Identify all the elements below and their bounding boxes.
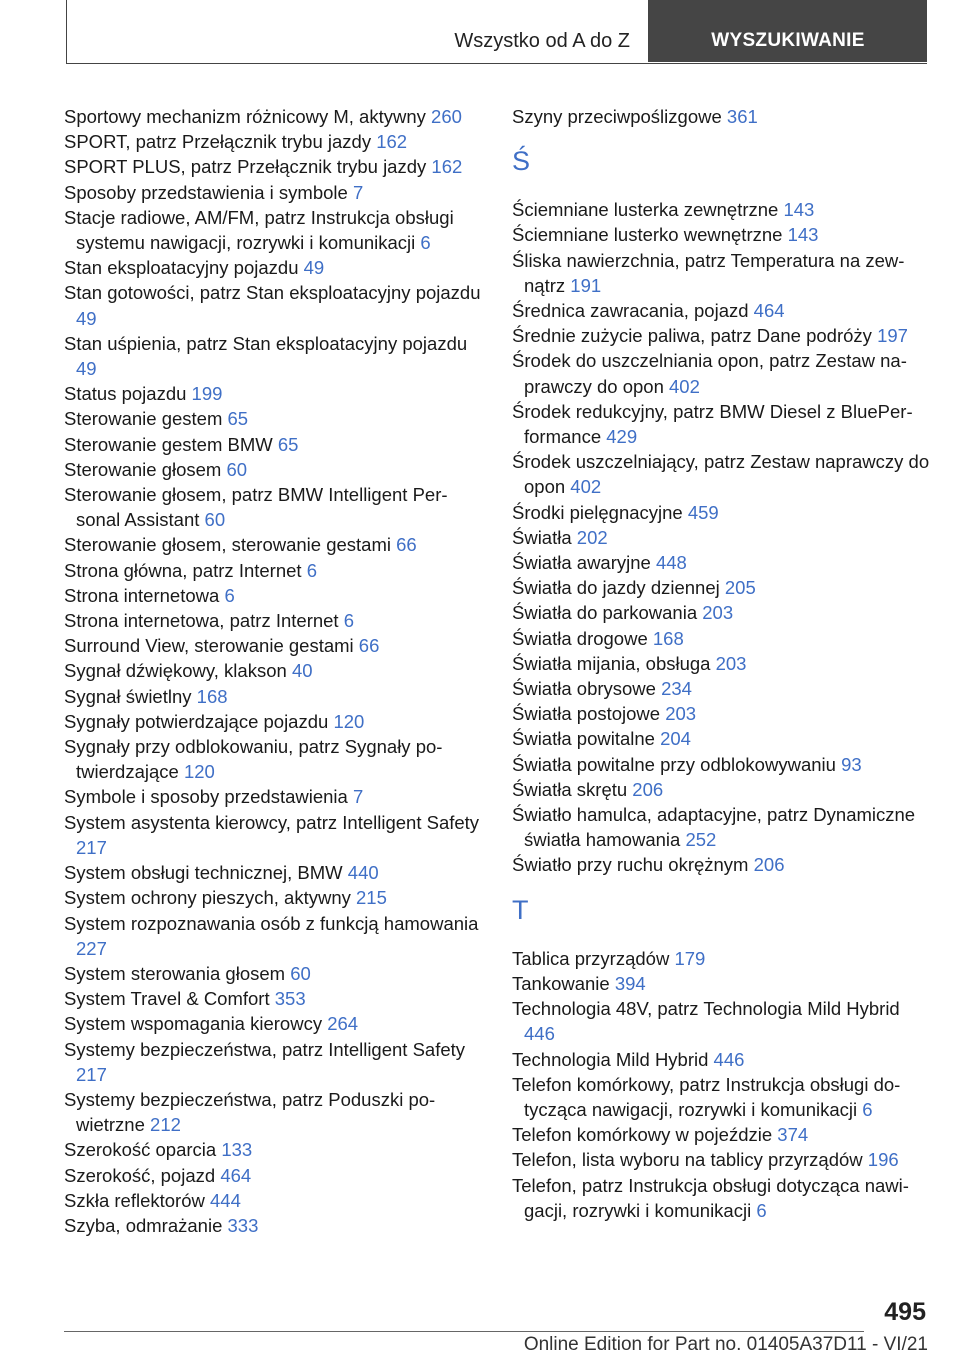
page-reference-link[interactable]: 65 <box>227 408 249 430</box>
index-entry-term: System Travel & Comfort <box>64 988 270 1010</box>
page-reference-link[interactable]: 143 <box>783 199 815 221</box>
index-entry <box>512 348 930 398</box>
page-reference-link[interactable]: 429 <box>606 426 638 448</box>
index-entry <box>512 525 930 550</box>
index-entry <box>512 971 930 996</box>
index-entry-term: Stan eksploatacyjny pojazdu <box>64 257 299 279</box>
page-reference-link[interactable]: 6 <box>306 559 317 581</box>
index-entry-term: Światła obrysowe <box>512 678 656 700</box>
index-entry <box>512 676 930 701</box>
index-entry-term: Stan gotowości, patrz Stan eksploatacyjny pojazdu <box>64 282 481 304</box>
index-entry <box>64 154 482 179</box>
index-entry-term: Światło przy ruchu okrężnym <box>512 854 749 876</box>
index-entry-term: Środek uszczelniający, patrz Zestaw naprawczy do opon <box>512 451 930 498</box>
page-reference-link[interactable]: 6 <box>420 232 431 254</box>
index-entry-term: Światła powitalne <box>512 728 655 750</box>
index-entry <box>64 608 482 633</box>
index-entry-term: Strona internetowa <box>64 584 220 606</box>
page-reference-link[interactable]: 196 <box>867 1149 899 1171</box>
index-entry-term: Telefon komórkowy w pojeździe <box>512 1124 773 1146</box>
index-entry <box>64 1137 482 1162</box>
index-entry <box>64 1163 482 1188</box>
index-entry <box>512 298 930 323</box>
index-entry <box>512 626 930 651</box>
page-reference-link[interactable]: 162 <box>376 131 408 153</box>
page-reference-link[interactable]: 212 <box>150 1114 181 1136</box>
index-entry <box>64 331 482 381</box>
index-entry <box>512 1072 930 1122</box>
index-entry <box>512 1047 930 1072</box>
index-entry <box>64 1037 482 1087</box>
index-entry-term: System obsługi technicznej, BMW <box>64 862 343 884</box>
index-entry <box>64 129 482 154</box>
index-entry-term: Szerokość, pojazd <box>64 1164 216 1186</box>
index-entry <box>64 961 482 986</box>
index-entry-term: Sterowanie głosem, sterowanie gestami <box>64 534 391 556</box>
page-reference-link[interactable]: 440 <box>347 862 379 884</box>
index-entry <box>512 222 930 247</box>
index-entry-term: Status pojazdu <box>64 383 187 405</box>
page-reference-link[interactable]: 333 <box>227 1214 259 1236</box>
page-reference-link[interactable]: 448 <box>655 552 687 574</box>
index-entry-term: Symbole i sposoby przedstawienia <box>64 786 348 808</box>
index-entry <box>64 1213 482 1238</box>
index-entry <box>64 784 482 809</box>
page-reference-link[interactable]: 168 <box>196 685 228 707</box>
page-reference-link[interactable]: 120 <box>333 710 365 732</box>
index-entry <box>64 280 482 330</box>
index-entry <box>512 600 930 625</box>
page-reference-link[interactable]: 49 <box>76 307 97 329</box>
index-entry-term: Telefon, lista wyboru na tablicy przyrządów <box>512 1149 863 1171</box>
page-reference-link[interactable]: 234 <box>661 678 692 700</box>
footer-divider <box>64 1331 864 1332</box>
page-reference-link[interactable]: 264 <box>327 1013 359 1035</box>
page-reference-link[interactable]: 65 <box>277 433 299 455</box>
page-reference-link[interactable]: 120 <box>183 761 215 783</box>
index-entry-term: Strona główna, patrz Internet <box>64 559 302 581</box>
index-entry <box>512 449 930 499</box>
index-entry-term: Systemy bezpieczeństwa, patrz Poduszki powietrzne <box>64 1088 436 1136</box>
page-reference-link[interactable]: 162 <box>431 156 463 178</box>
index-entry-term: System asystenta kierowcy, patrz Intelligent Safety <box>64 811 480 833</box>
page-reference-link[interactable]: 459 <box>687 501 719 523</box>
index-entry <box>64 558 482 583</box>
index-entry <box>64 734 482 784</box>
index-entry-term: Stan uśpienia, patrz Stan eksploatacyjny pojazdu <box>64 332 468 354</box>
index-entry-term: Środek do uszczelniania opon, patrz Zestaw naprawczy do opon <box>512 350 907 397</box>
index-column-left <box>64 104 482 1238</box>
index-column-right <box>512 104 930 1223</box>
page-reference-link[interactable]: 66 <box>358 635 380 657</box>
index-entry-term: Średnie zużycie paliwa, patrz Dane podróży <box>512 325 872 347</box>
index-entry <box>512 726 930 751</box>
tab-search[interactable]: WYSZUKIWANIE <box>649 0 927 62</box>
page-reference-link[interactable]: 199 <box>191 383 223 405</box>
page-reference-link[interactable]: 402 <box>570 476 602 498</box>
index-entry-term: System wspomagania kierowcy <box>64 1013 323 1035</box>
index-entry <box>64 709 482 734</box>
index-entry-term: Stacje radiowe, AM/FM, patrz Instrukcja obsługi systemu nawigacji, rozrywki i komunikacji <box>64 206 454 254</box>
section-letter-s-acute: Ś <box>512 146 531 177</box>
index-entry-term: Światło hamulca, adaptacyjne, patrz Dynamiczne światła hamowania <box>512 804 916 851</box>
page-reference-link[interactable]: 60 <box>226 458 248 480</box>
page-reference-link[interactable]: 464 <box>220 1164 252 1186</box>
index-entry-term: Sygnały przy odblokowaniu, patrz Sygnały potwierdzające <box>64 736 443 783</box>
index-entry-term: Sygnały potwierdzające pojazdu <box>64 710 329 732</box>
page-reference-link[interactable]: 6 <box>224 584 235 606</box>
page-reference-link[interactable]: 205 <box>724 577 756 599</box>
index-entry-term: Śliska nawierzchnia, patrz Temperatura na zewnątrz <box>512 249 905 296</box>
index-entry-term: Światła postojowe <box>512 703 661 725</box>
index-entry <box>64 1011 482 1036</box>
index-entry-term: Szkła reflektorów <box>64 1189 205 1211</box>
index-entry-term: Tankowanie <box>512 972 610 994</box>
page-reference-link[interactable]: 7 <box>352 786 364 808</box>
index-entry-term: System rozpoznawania osób z funkcją hamowania <box>64 912 479 934</box>
index-entry-term: Strona internetowa, patrz Internet <box>64 610 339 632</box>
page-reference-link[interactable]: 444 <box>210 1189 241 1211</box>
index-entry-term: Sygnał dźwiękowy, klakson <box>64 660 287 682</box>
index-entry <box>64 482 482 532</box>
index-entry <box>64 180 482 205</box>
index-entry <box>512 996 930 1046</box>
page-reference-link[interactable]: 202 <box>576 526 608 548</box>
index-entry <box>512 500 930 525</box>
index-entry <box>64 457 482 482</box>
index-entry <box>64 885 482 910</box>
index-entry-term: Sterowanie głosem, patrz BMW Intelligent Personal Assistant <box>64 484 448 531</box>
index-entry-term: Światła mijania, obsługa <box>512 652 711 674</box>
page-reference-link[interactable]: 191 <box>570 274 602 296</box>
page-reference-link[interactable]: 6 <box>756 1199 767 1221</box>
index-entry-term: Światła <box>512 526 572 548</box>
page-reference-link[interactable]: 143 <box>787 224 819 246</box>
index-entry-term: Światła awaryjne <box>512 552 651 574</box>
page-reference-link[interactable]: 446 <box>713 1048 745 1070</box>
page-reference-link[interactable]: 197 <box>877 325 908 347</box>
index-entry <box>64 860 482 885</box>
page-reference-link[interactable]: 361 <box>726 106 758 127</box>
index-entry-term: Sportowy mechanizm różnicowy M, aktywny <box>64 106 426 127</box>
page-reference-link[interactable]: 133 <box>221 1139 253 1161</box>
index-entry <box>64 1188 482 1213</box>
page-reference-link[interactable]: 464 <box>753 300 785 322</box>
index-entry-term: Szyba, odmrażanie <box>64 1214 223 1236</box>
page-reference-link[interactable]: 206 <box>632 778 664 800</box>
index-entry-term: Światła do jazdy dziennej <box>512 577 720 599</box>
index-entry <box>512 701 930 726</box>
index-entry <box>512 777 930 802</box>
index-entry <box>64 810 482 860</box>
page-reference-link[interactable]: 204 <box>660 728 691 750</box>
index-entry <box>512 1173 930 1223</box>
index-entry <box>64 406 482 431</box>
index-entry-term: System ochrony pieszych, aktywny <box>64 887 351 909</box>
page-reference-link[interactable]: 446 <box>524 1023 555 1045</box>
page-reference-link[interactable]: 227 <box>76 937 107 959</box>
page-reference-link[interactable]: 215 <box>356 887 387 909</box>
index-entry-term: SPORT PLUS, patrz Przełącznik trybu jazdy <box>64 156 427 178</box>
index-entry <box>64 684 482 709</box>
index-entry <box>64 1087 482 1137</box>
index-entry-term: Środek redukcyjny, patrz BMW Diesel z BluePerformance <box>512 400 913 448</box>
page-header <box>66 0 927 64</box>
index-entry-term: Systemy bezpieczeństwa, patrz Intelligent Safety <box>64 1038 466 1060</box>
page-reference-link[interactable]: 179 <box>674 947 706 969</box>
index-entry <box>512 248 930 298</box>
page-reference-link[interactable]: 49 <box>303 257 325 279</box>
page-reference-link[interactable]: 206 <box>753 854 785 876</box>
index-entry-term: Ściemniane lusterka zewnętrzne <box>512 199 779 221</box>
index-entry <box>64 532 482 557</box>
index-entry <box>64 986 482 1011</box>
index-entry-term: SPORT, patrz Przełącznik trybu jazdy <box>64 131 372 153</box>
page-reference-link[interactable]: 7 <box>352 181 364 203</box>
tab-a-to-z[interactable]: Wszystko od A do Z <box>67 0 649 62</box>
page-reference-link[interactable]: 60 <box>290 962 311 984</box>
index-entry <box>512 399 930 449</box>
index-entry-term: Światła skrętu <box>512 778 628 800</box>
index-entry-term: Światła drogowe <box>512 627 648 649</box>
index-entry <box>64 432 482 457</box>
index-entry-term: Sposoby przedstawienia i symbole <box>64 181 348 203</box>
index-entry-term: Technologia Mild Hybrid <box>512 1048 709 1070</box>
index-entry <box>512 752 930 777</box>
index-group-s-acute <box>512 197 930 877</box>
index-entry-term: Tablica przyrządów <box>512 947 670 969</box>
index-entry <box>64 658 482 683</box>
index-entry-term: Szerokość oparcia <box>64 1139 217 1161</box>
index-entry <box>512 323 930 348</box>
index-entry <box>64 104 482 129</box>
page-reference-link[interactable]: 260 <box>431 106 462 127</box>
page-number: 495 <box>884 1298 926 1326</box>
index-entry-term: Sterowanie głosem <box>64 458 222 480</box>
index-entry <box>64 911 482 961</box>
index-entry <box>512 1147 930 1172</box>
page-reference-link[interactable]: 203 <box>715 652 747 674</box>
page-reference-link[interactable]: 374 <box>777 1124 809 1146</box>
index-entry <box>512 802 930 852</box>
index-entry <box>512 1122 930 1147</box>
index-entry <box>64 381 482 406</box>
index-entry <box>512 197 930 222</box>
page-reference-link[interactable]: 168 <box>652 627 684 649</box>
index-entry-term: Sygnał świetlny <box>64 685 192 707</box>
page-reference-link[interactable]: 402 <box>669 375 700 397</box>
index-entry-term: Szyny przeciwpoślizgowe <box>512 106 722 127</box>
index-entry-term: Średnica zawracania, pojazd <box>512 300 749 322</box>
index-entry-term: Sterowanie gestem <box>64 408 223 430</box>
index-entry-term: Światła powitalne przy odblokowywaniu <box>512 753 836 775</box>
footer-edition: Online Edition for Part no. 01405A37D11 - VI/21 <box>523 1334 928 1355</box>
page-reference-link[interactable]: 203 <box>702 602 734 624</box>
index-entry-term: Światła do parkowania <box>512 602 698 624</box>
page-reference-link[interactable]: 217 <box>76 836 107 858</box>
index-entry <box>512 550 930 575</box>
index-entry-term: Ściemniane lusterko wewnętrzne <box>512 224 783 246</box>
page-reference-link[interactable]: 394 <box>614 972 646 994</box>
page-reference-link[interactable]: 60 <box>204 509 226 531</box>
index-entry <box>64 205 482 255</box>
index-entry-term: Telefon, patrz Instrukcja obsługi dotycząca nawigacji, rozrywki i komunikacji <box>512 1174 909 1221</box>
index-group-t <box>512 946 930 1223</box>
index-entry-term: Surround View, sterowanie gestami <box>64 635 354 657</box>
page-reference-link[interactable]: 66 <box>396 534 417 556</box>
page-reference-link[interactable]: 203 <box>665 703 697 725</box>
index-entry <box>64 583 482 608</box>
index-entry-term: Technologia 48V, patrz Technologia Mild Hybrid <box>512 998 900 1020</box>
index-entry-term: Sterowanie gestem BMW <box>64 433 273 455</box>
index-entry <box>64 633 482 658</box>
page-reference-link[interactable]: 6 <box>862 1098 873 1120</box>
page-reference-link[interactable]: 6 <box>343 610 355 632</box>
page-reference-link[interactable]: 93 <box>841 753 862 775</box>
page-reference-link[interactable]: 40 <box>291 660 313 682</box>
page-reference-link[interactable]: 252 <box>685 829 717 851</box>
page-reference-link[interactable]: 49 <box>76 358 97 380</box>
index-entry <box>512 946 930 971</box>
index-entry-term: System sterowania głosem <box>64 962 286 984</box>
page-reference-link[interactable]: 217 <box>76 1063 107 1085</box>
index-entry <box>64 255 482 280</box>
index-entry-term: Środki pielęgnacyjne <box>512 501 683 523</box>
section-letter-t: T <box>512 894 529 925</box>
page-reference-link[interactable]: 353 <box>274 988 306 1010</box>
index-entry <box>512 651 930 676</box>
index-entry <box>512 575 930 600</box>
index-entry-term: Telefon komórkowy, patrz Instrukcja obsługi dotycząca nawigacji, rozrywki i komunikacji <box>512 1073 901 1120</box>
